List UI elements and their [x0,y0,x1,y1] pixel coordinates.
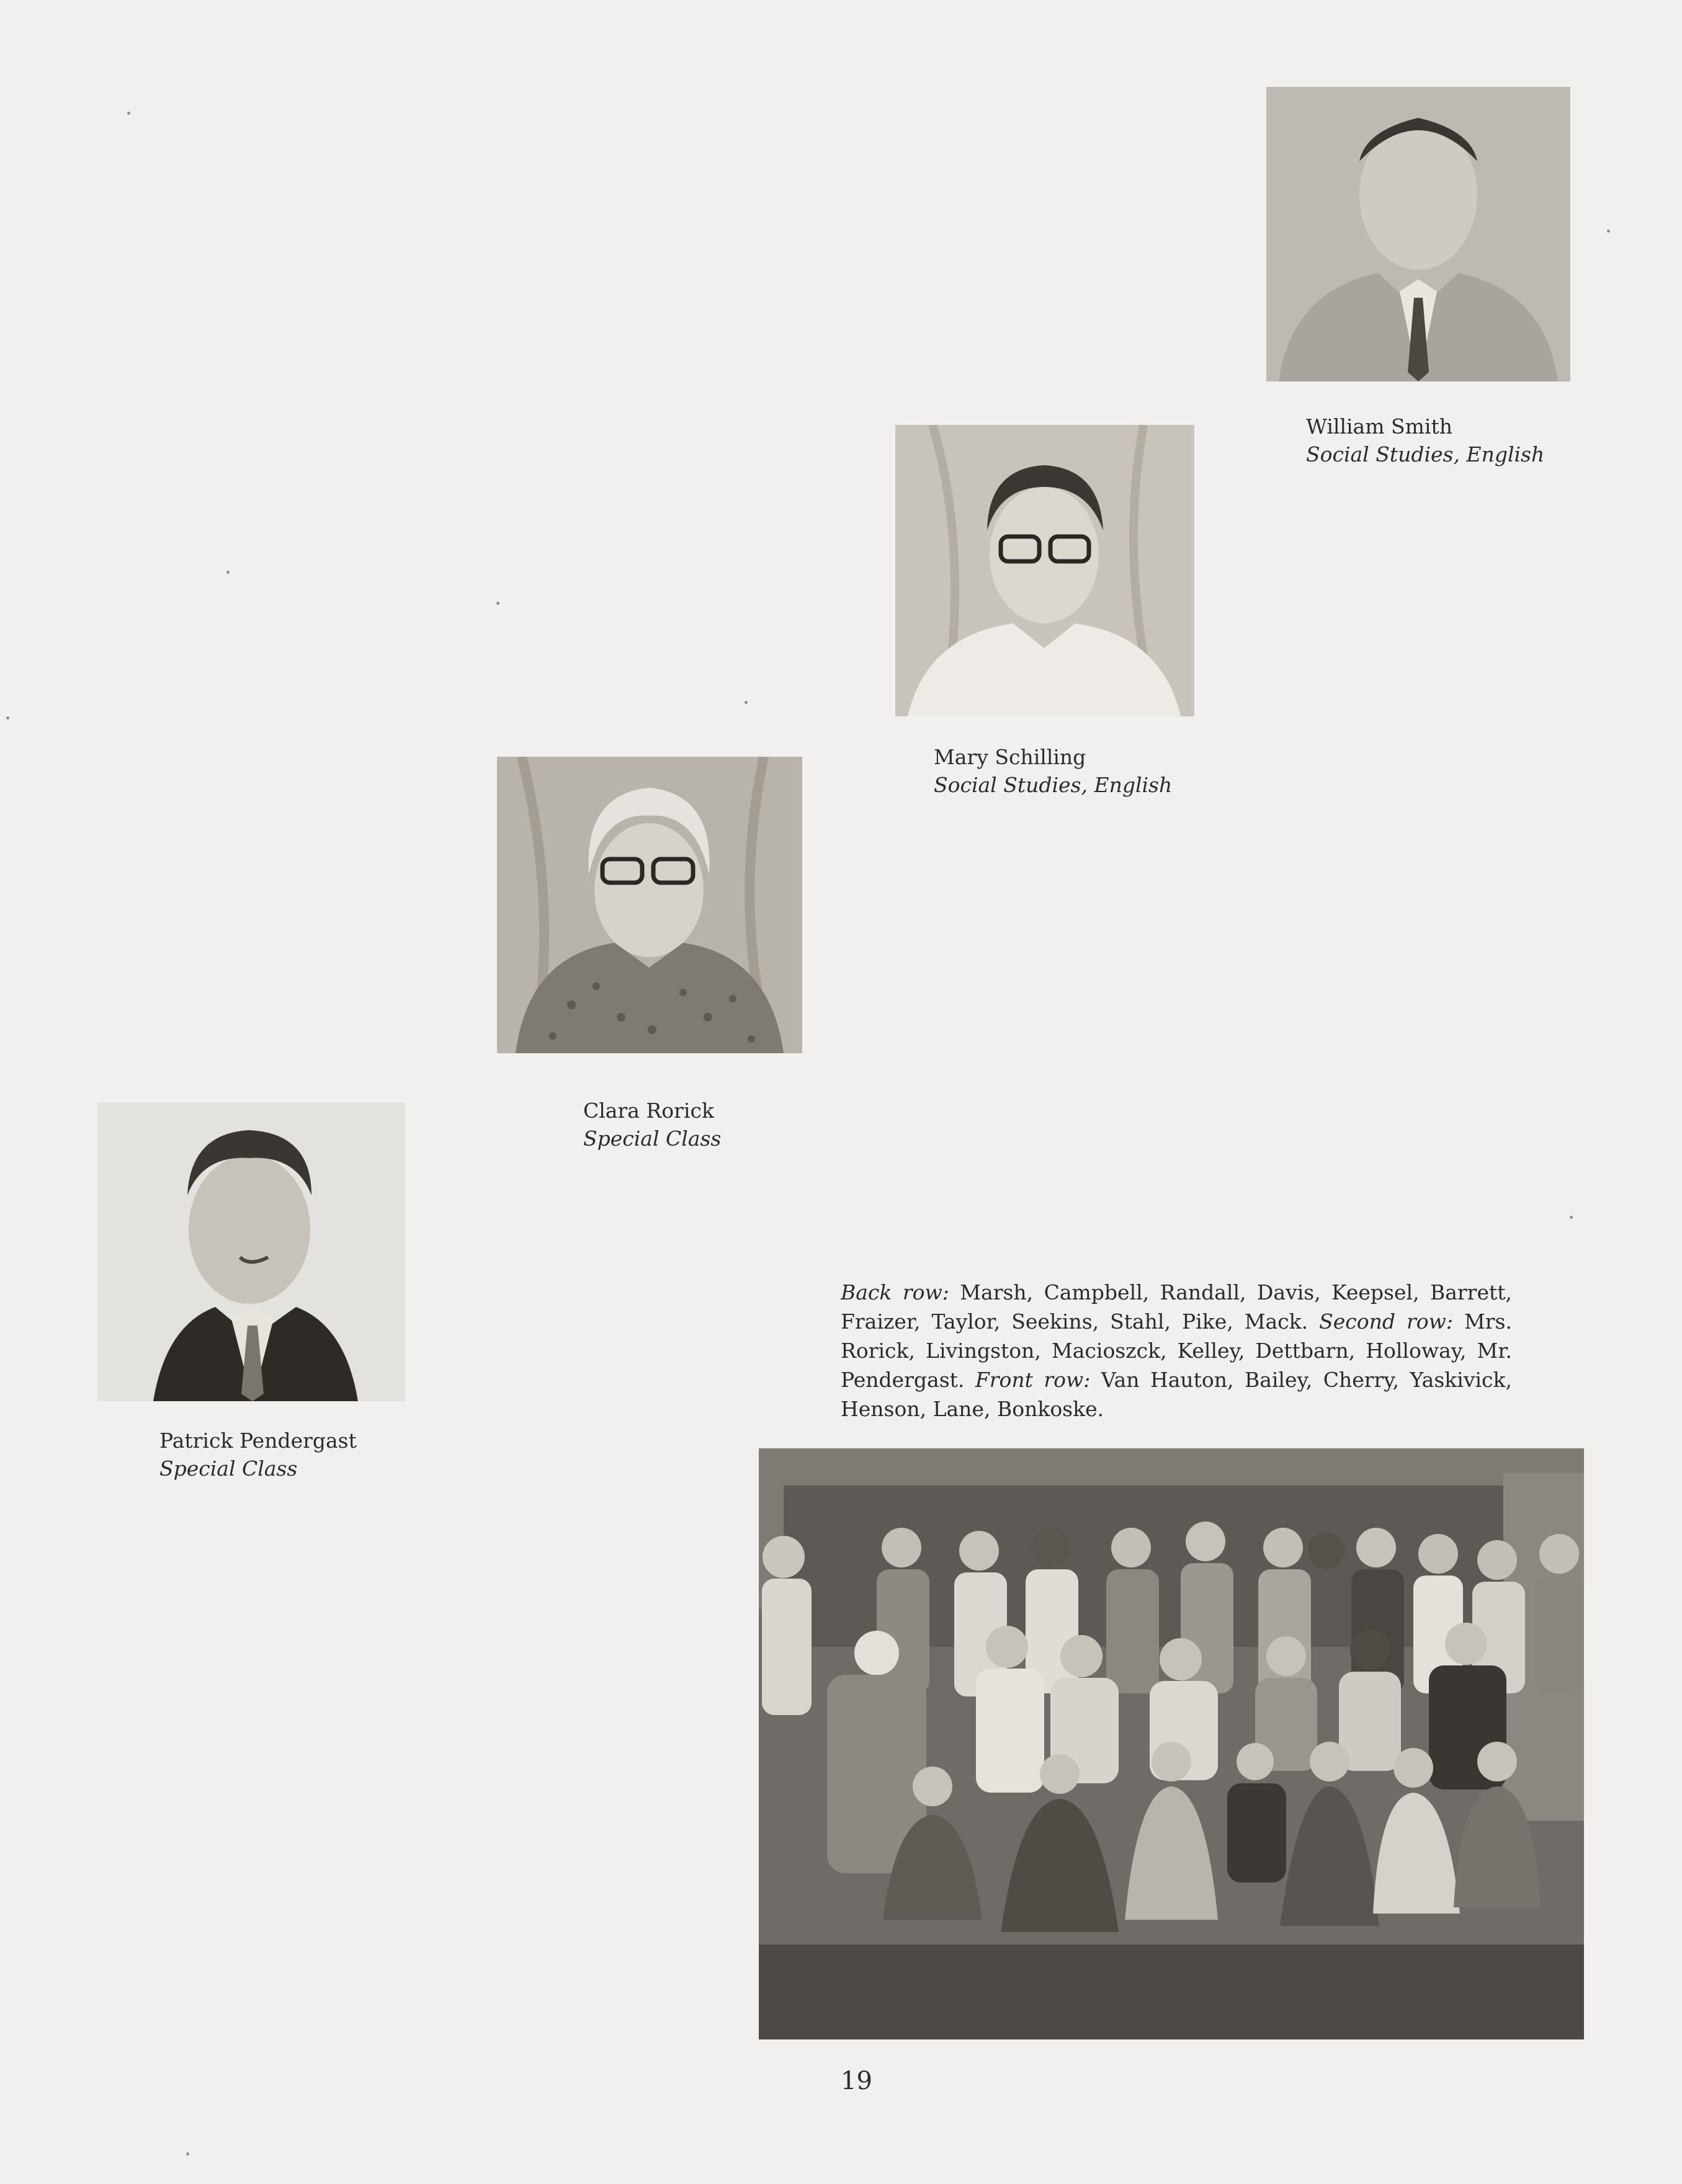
portrait-woman-glasses-icon [895,425,1194,716]
front-row-label: Front row: [975,1368,1091,1392]
photo-mary-schilling [895,425,1194,716]
teacher-role: Special Class [159,1456,298,1481]
caption-william-smith [1306,412,1544,468]
teacher-name: William Smith [1306,414,1452,439]
caption-mary-schilling [934,743,1172,799]
portrait-older-woman-icon [497,757,802,1053]
caption-clara-rorick [583,1097,721,1152]
teacher-role: Special Class [583,1126,722,1151]
group-photo-caption [841,1278,1512,1424]
portrait-man-icon [1266,87,1570,381]
scan-speck [1570,1216,1573,1219]
teacher-name: Clara Rorick [583,1099,714,1123]
caption-patrick-pendergast [159,1427,357,1482]
scan-speck [127,112,130,115]
scan-speck [226,571,230,574]
scan-speck [496,602,499,605]
scan-speck [1607,230,1610,233]
group-class-photo [759,1448,1584,2039]
scan-speck [745,701,748,704]
photo-patrick-pendergast [97,1102,405,1401]
second-row-names: Mrs. Rorick, Livingston, Macioszck, Kelley, Dettbarn, Holloway, Mr. Pendergast. [841,1309,1512,1392]
teacher-role: Social Studies, English [934,773,1173,797]
teacher-role: Social Studies, English [1306,442,1545,466]
front-row-names: Van Hauton, Bailey, Cherry, Yaskivick, Henson, Lane, Bonkoske. [841,1368,1512,1421]
photo-william-smith [1266,87,1570,381]
back-row-label: Back row: [841,1280,949,1304]
scan-speck [6,716,9,720]
back-row-names: Marsh, Campbell, Randall, Davis, Keepsel, Barrett, Fraizer, Taylor, Seekins, Stahl, Pike, Mack. [841,1280,1512,1334]
scan-speck [186,2152,189,2155]
page-number: 19 [841,2067,872,2095]
teacher-name: Patrick Pendergast [159,1429,357,1453]
group-photo-icon [759,1448,1584,2039]
second-row-label: Second row: [1319,1309,1453,1334]
teacher-name: Mary Schilling [934,745,1086,769]
photo-clara-rorick [497,757,802,1053]
portrait-man-icon [97,1102,405,1401]
